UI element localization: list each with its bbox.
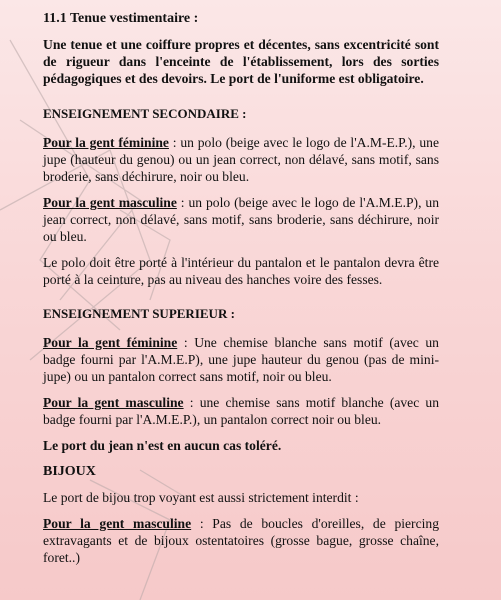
secondaire-masculine-paragraph [43,194,439,245]
secondaire-feminine-label: Pour la gent féminine [43,135,169,150]
heading-secondaire: ENSEIGNEMENT SECONDAIRE : [43,106,247,121]
bijoux-masculine-text: : Pas de boucles d'oreilles, de piercing extravagants et de bijoux ostentatoires (grosse bague, grosse chaîne, foret..) [43,516,439,565]
bijoux-masculine-paragraph [43,515,439,566]
document-page [43,10,439,575]
heading-superieur: ENSEIGNEMENT SUPERIEUR : [43,306,235,321]
superieur-masculine-paragraph [43,394,439,428]
secondaire-masculine-label: Pour la gent masculine [43,195,177,210]
superieur-feminine-label: Pour la gent féminine [43,335,178,350]
jean-note: Le port du jean n'est en aucun cas toléré. [43,438,282,453]
superieur-masculine-label: Pour la gent masculine [43,395,184,410]
polo-note: Le polo doit être porté à l'intérieur du pantalon et le pantalon devra être porté à la ceinture, pas au niveau des hanches voire des fesses. [43,255,439,287]
superieur-masculine-text: : une chemise sans motif blanche (avec un badge fourni par l'A.M.E.P.), un pantalon correct noir ou bleu. [43,395,439,427]
section-title: 11.1 Tenue vestimentaire : [43,11,199,26]
bijoux-intro: Le port de bijou trop voyant est aussi strictement interdit : [43,490,359,505]
bijoux-masculine-label: Pour la gent masculine [43,516,192,531]
secondaire-feminine-text: : un polo (beige avec le logo de l'A.M-E.P.), une jupe (hauteur du genou) ou un jean correct, non délavé, sans motif, sans broderie, sans déchirure, noir ou bleu. [43,135,439,184]
secondaire-feminine-paragraph [43,134,439,185]
superieur-feminine-paragraph [43,334,439,385]
secondaire-masculine-text: : un polo (beige avec le logo de l'A.M.E.P), un jean correct, non délavé, sans motif, sans broderie, sans déchirure, noir ou bleu. [43,195,439,244]
superieur-feminine-text: : Une chemise blanche sans motif (avec un badge fourni par l'A.M.E.P), une jupe hauteur du genou (pas de mini-jupe) ou un pantalon correct sans motif, noir ou bleu. [43,335,439,384]
heading-bijoux: BIJOUX [43,464,96,479]
intro-paragraph: Une tenue et une coiffure propres et décentes, sans excentricité sont de rigueur dans l'enceinte de l'établissement, lors des sorties pédagogiques et des devoirs. Le port de l'uniforme est obligatoire. [43,37,439,86]
